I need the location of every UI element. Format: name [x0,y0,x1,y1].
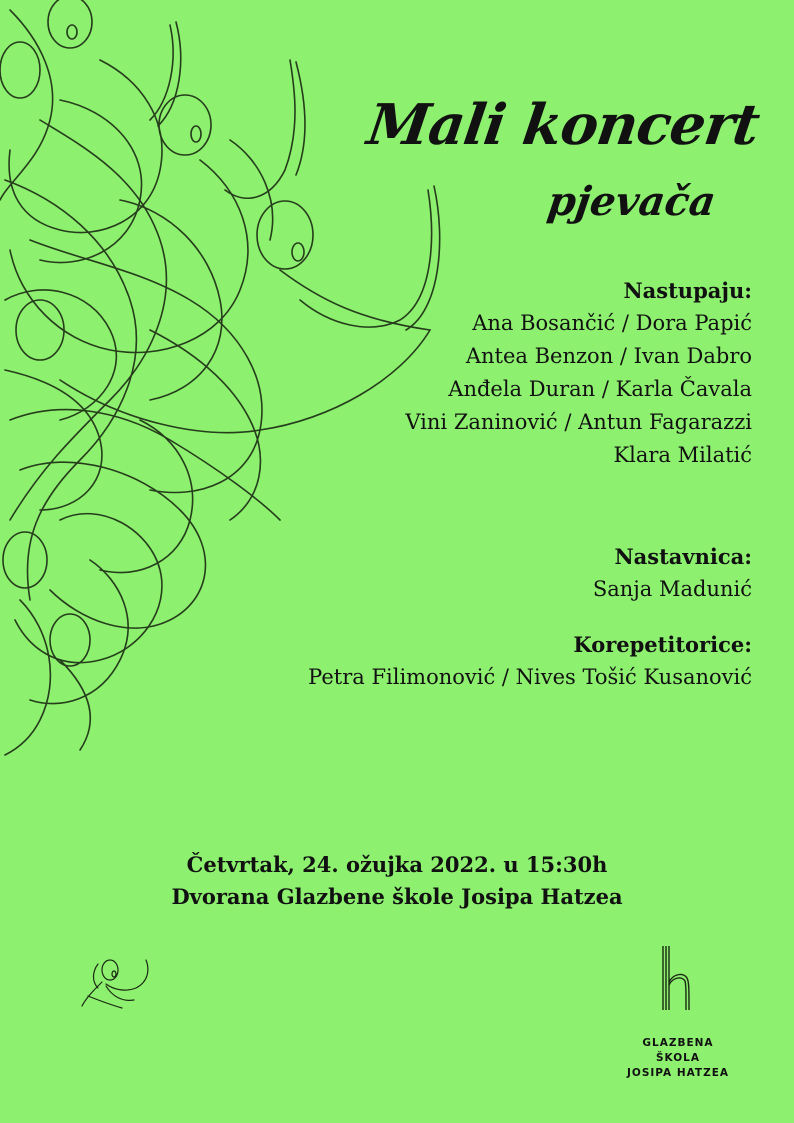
school-logo-mark [655,944,701,1014]
performer-line: Ana Bosančić / Dora Papić [472,311,752,335]
performer-line: Vini Zaninović / Antun Fagarazzi [405,410,752,434]
concert-subtitle: pjevača [544,178,719,225]
teacher-heading: Nastavnica: [614,544,752,569]
teacher-section [593,540,752,606]
concert-title: Mali koncert [363,92,763,158]
event-date-time: Četvrtak, 24. ožujka 2022. u 15:30h [186,852,608,877]
school-name-line2: JOSIPA HATZEA [627,1067,729,1079]
event-venue: Dvorana Glazbene škole Josipa Hatzea [171,884,623,909]
performer-line: Antea Benzon / Ivan Dabro [465,344,752,368]
event-info [0,849,794,913]
accompanists-heading: Korepetitorice: [573,632,752,657]
accompanists-section [308,628,752,694]
school-name-line1: GLAZBENA ŠKOLA [642,1037,714,1064]
teacher-name: Sanja Madunić [592,577,752,601]
performers-section [405,274,752,472]
accompanists-names: Petra Filimonović / Nives Tošić Kusanović [308,665,752,689]
school-logo [622,944,734,1081]
school-name [622,1036,734,1081]
performers-heading: Nastupaju: [623,278,752,303]
singer-sketch-icon [78,956,154,1012]
performer-line: Klara Milatić [613,443,752,467]
performer-line: Anđela Duran / Karla Čavala [448,377,752,401]
